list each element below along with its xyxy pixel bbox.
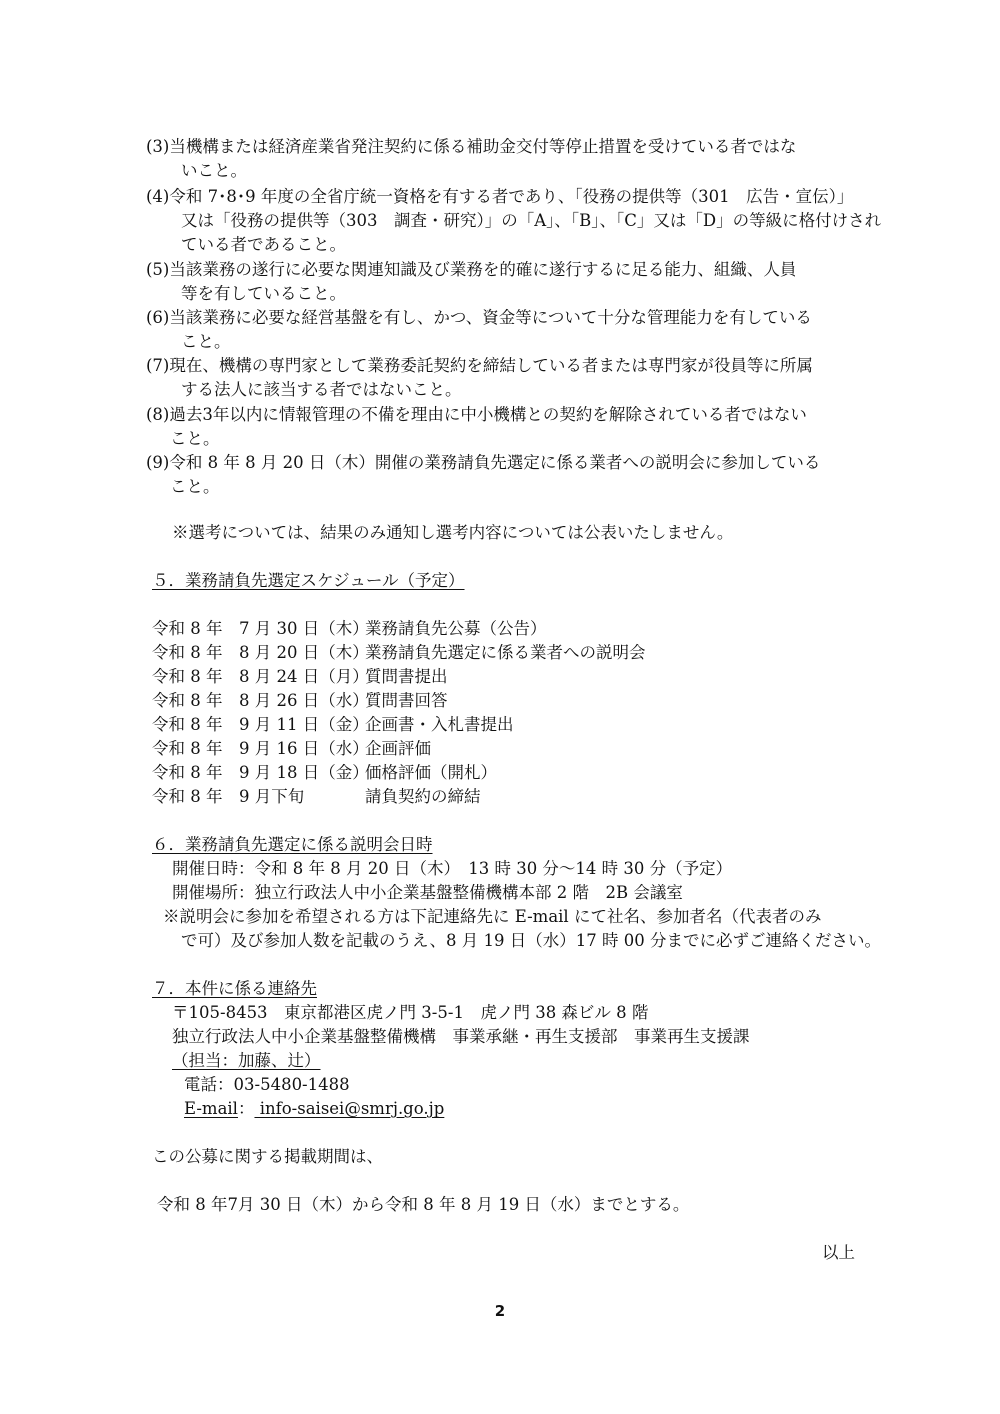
schedule-date: 令和 8 年 9 月 18 日（金）	[152, 763, 369, 782]
briefing-place: 開催場所：独立行政法人中小企業基盤整備機構本部 2 階 2B 会議室	[172, 883, 683, 902]
requirement-6-line-2: こと。	[181, 332, 231, 351]
schedule-event: 企画書・入札書提出	[365, 715, 514, 734]
requirement-4-line-3: ている者であること。	[181, 235, 346, 254]
schedule-event: 業務請負先選定に係る業者への説明会	[365, 643, 646, 662]
contact-organization: 独立行政法人中小企業基盤整備機構 事業承継・再生支援部 事業再生支援課	[172, 1027, 750, 1046]
schedule-date: 令和 8 年 8 月 24 日（月）	[152, 667, 369, 686]
requirement-6-line-1: (6)当該業務に必要な経営基盤を有し、かつ、資金等について十分な管理能力を有している	[146, 308, 812, 327]
page-number: 2	[494, 1302, 506, 1320]
requirement-3-line-1: (3)当機構または経済産業省発注契約に係る補助金交付等停止措置を受けている者ではな	[146, 137, 797, 156]
schedule-event: 質問書提出	[365, 667, 448, 686]
schedule-heading: ５．業務請負先選定スケジュール（予定）	[152, 571, 465, 590]
schedule-date: 令和 8 年 8 月 20 日（木）	[152, 643, 369, 662]
requirement-5-line-1: (5)当該業務の遂行に必要な関連知識及び業務を的確に遂行するに足る能力、組織、人員	[146, 260, 797, 279]
briefing-note-line-1: ※説明会に参加を希望される方は下記連絡先に E-mail にて社名、参加者名（代表者のみ	[163, 907, 822, 926]
briefing-datetime: 開催日時：令和 8 年 8 月 20 日（木） 13 時 30 分～14 時 30 分（予定）	[172, 859, 733, 878]
schedule-date: 令和 8 年 9 月 11 日（金）	[152, 715, 369, 734]
schedule-date: 令和 8 年 8 月 26 日（水）	[152, 691, 369, 710]
briefing-heading: ６．業務請負先選定に係る説明会日時	[152, 835, 433, 854]
closing-text: 以上	[822, 1243, 855, 1262]
schedule-row	[152, 689, 448, 713]
schedule-event: 価格評価（開札）	[365, 763, 497, 782]
email-separator: ：	[237, 1099, 255, 1118]
schedule-date: 令和 8 年 7 月 30 日（木）	[152, 619, 369, 638]
requirement-7-line-1: (7)現在、機構の専門家として業務委託契約を締結している者または専門家が役員等に所属	[146, 356, 813, 375]
requirement-5-line-2: 等を有していること。	[181, 284, 346, 303]
selection-note: ※選考については、結果のみ通知し選考内容については公表いたしません。	[172, 523, 734, 542]
requirement-8-line-2: こと。	[170, 429, 220, 448]
schedule-date: 令和 8 年 9 月下旬	[152, 787, 305, 806]
requirement-7-line-2: する法人に該当する者ではないこと。	[181, 380, 462, 399]
schedule-row	[152, 785, 481, 809]
contact-phone: 電話：03-5480-1488	[184, 1075, 350, 1094]
contact-heading: ７．本件に係る連絡先	[152, 979, 317, 998]
period-intro: この公募に関する掲載期間は、	[152, 1147, 383, 1166]
schedule-row	[152, 641, 646, 665]
contact-person: （担当：加藤、辻）	[172, 1051, 321, 1070]
schedule-event: 質問書回答	[365, 691, 448, 710]
requirement-9-line-2: こと。	[170, 477, 220, 496]
schedule-row	[152, 761, 497, 785]
email-link[interactable]: info-saisei@smrj.go.jp	[254, 1099, 445, 1118]
email-label: E-mail	[184, 1099, 238, 1118]
requirement-3-line-2: いこと。	[181, 161, 247, 180]
requirement-9-line-1: (9)令和 8 年 8 月 20 日（木）開催の業務請負先選定に係る業者への説明会に参加している	[146, 453, 821, 472]
schedule-row	[152, 617, 547, 641]
briefing-note-line-2: で可）及び参加人数を記載のうえ、8 月 19 日（水）17 時 00 分までに必ずご連絡ください。	[181, 931, 881, 950]
requirement-4-line-2: 又は「役務の提供等（303 調査・研究）」の「A」、「B」、「C」又は「D」の等級に格付けされ	[181, 211, 882, 230]
schedule-event: 業務請負先公募（公告）	[365, 619, 547, 638]
schedule-row	[152, 737, 431, 761]
schedule-row	[152, 713, 514, 737]
schedule-event: 企画評価	[365, 739, 431, 758]
period-range: 令和 8 年7月 30 日（木）から令和 8 年 8 月 19 日（水）までとする。	[157, 1195, 690, 1214]
contact-email-line	[184, 1097, 444, 1121]
contact-address: 〒105-8453 東京都港区虎ノ門 3-5-1 虎ノ門 38 森ビル 8 階	[172, 1003, 649, 1022]
schedule-event: 請負契約の締結	[365, 787, 481, 806]
schedule-date: 令和 8 年 9 月 16 日（水）	[152, 739, 369, 758]
requirement-8-line-1: (8)過去3年以内に情報管理の不備を理由に中小機構との契約を解除されている者ではない	[146, 405, 807, 424]
requirement-4-line-1: (4)令和 7･8･9 年度の全省庁統一資格を有する者であり、「役務の提供等（301 広告・宣伝）」	[146, 187, 854, 206]
schedule-row	[152, 665, 448, 689]
